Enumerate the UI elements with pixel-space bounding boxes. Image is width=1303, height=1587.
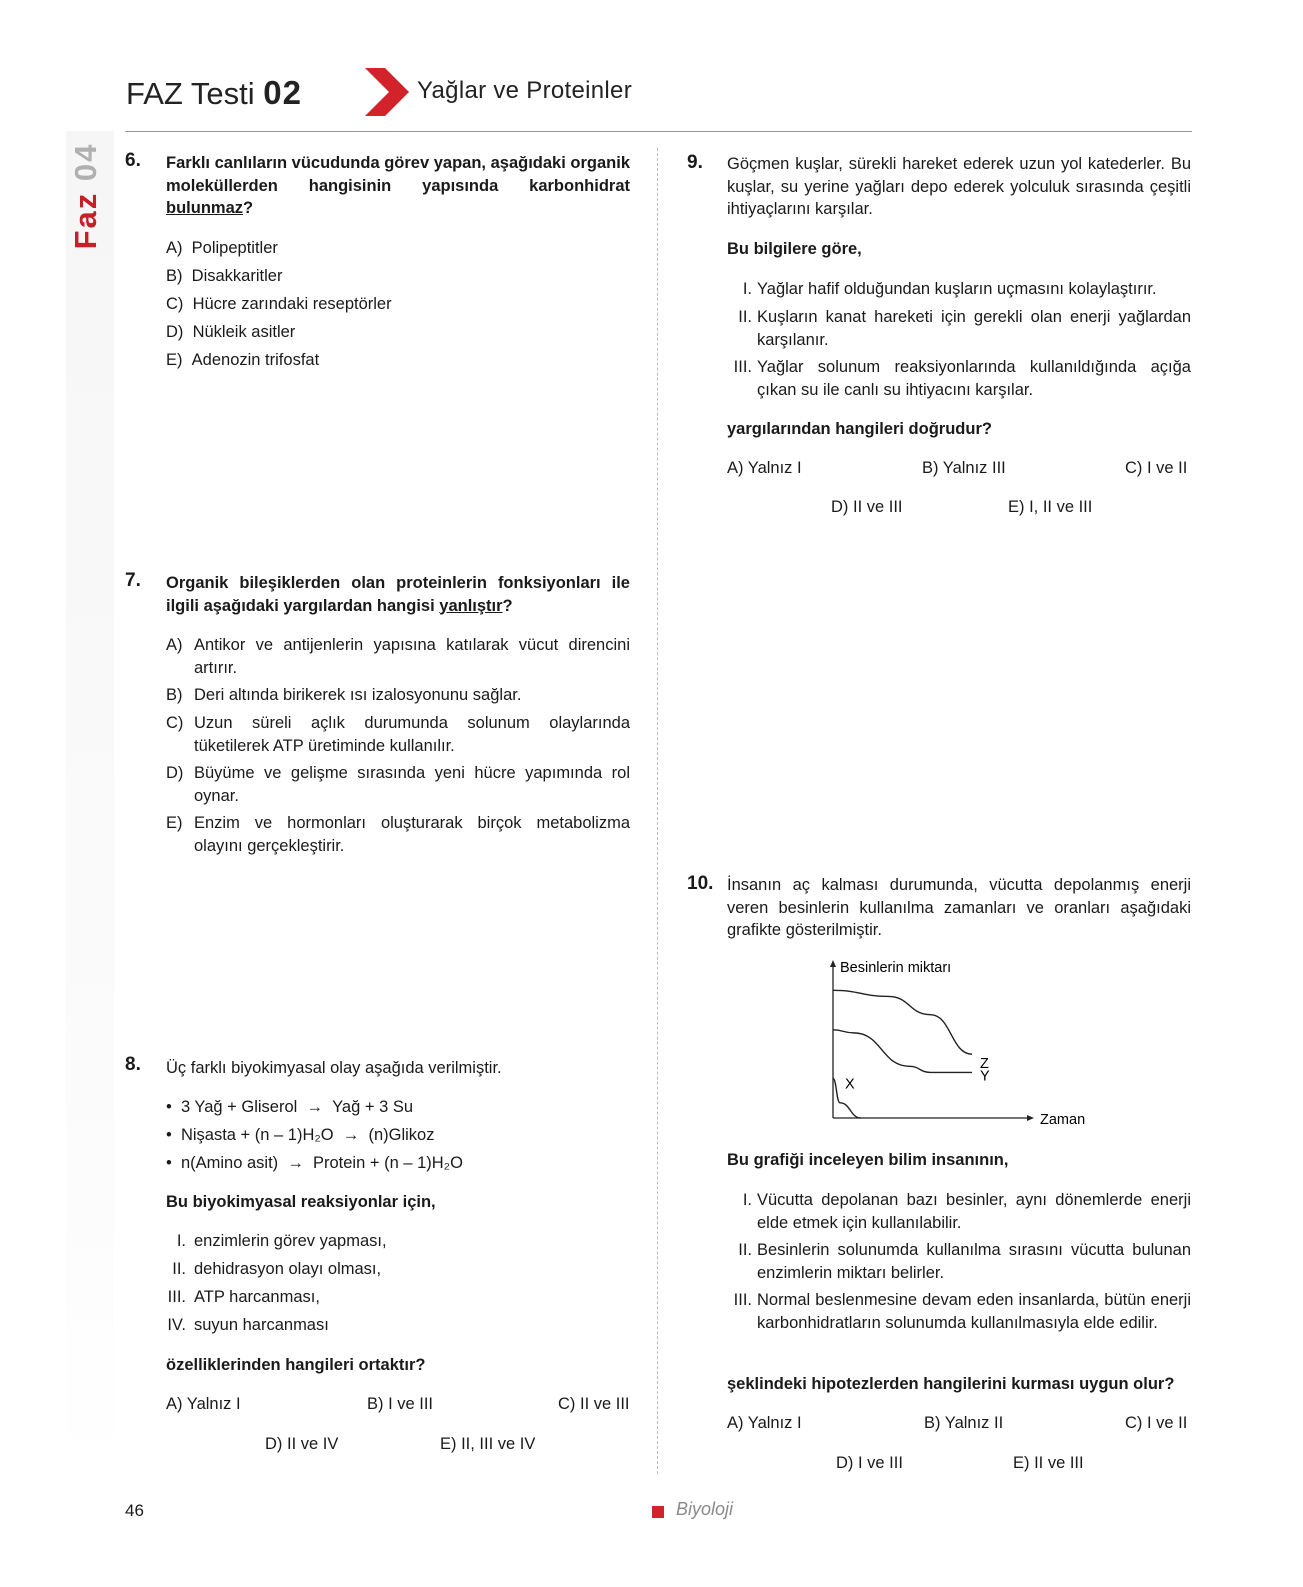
answer-option[interactable]: C) II ve III — [558, 1395, 630, 1413]
arrow-right-icon: → — [306, 1098, 323, 1116]
answer-option[interactable]: A) Antikor ve antijenlerin yapısına katılarak vücut direncini artırır. — [166, 636, 630, 677]
series-label-x: X — [845, 1076, 855, 1093]
question-number: 6. — [125, 150, 141, 171]
statement: I. Vücutta depolanan bazı besinler, aynı dönemlerde enerji elde etmek için kullanılabilir. — [742, 1191, 1191, 1232]
series-line-z — [833, 990, 972, 1054]
side-tab-number: 04 — [68, 142, 103, 182]
answer-option[interactable]: E) II, III ve IV — [440, 1435, 536, 1453]
emphasis-underline: bulunmaz — [166, 199, 243, 217]
question-stem: Üç farklı biyokimyasal olay aşağıda verilmiştir. — [166, 1059, 502, 1077]
statement: IV. suyun harcanması — [167, 1316, 329, 1334]
question-number: 10. — [687, 873, 714, 894]
answer-option[interactable]: D) I ve III — [836, 1454, 903, 1472]
question-number: 7. — [125, 570, 141, 591]
reaction-line: • Nişasta + (n – 1)H₂O → (n)Glikoz — [166, 1126, 435, 1144]
square-icon — [652, 1506, 664, 1518]
emphasis-underline: yanlıştır — [439, 596, 503, 615]
question-stem: Organik bileşiklerden olan proteinlerin fonksiyonları ile ilgili aşağıdaki yargılardan hangisi yanlıştır? — [166, 574, 630, 615]
answer-option[interactable]: E) Adenozin trifosfat — [166, 351, 320, 369]
statement: I. Yağlar hafif olduğundan kuşların uçmasını kolaylaştırır. — [742, 280, 1157, 298]
series-line-y — [833, 1030, 972, 1073]
statement: I. enzimlerin görev yapması, — [176, 1232, 387, 1250]
reaction-line: • 3 Yağ + Gliserol → Yağ + 3 Su — [166, 1098, 414, 1116]
answer-option[interactable]: E) II ve III — [1013, 1454, 1084, 1472]
answer-option[interactable]: C) I ve II — [1125, 1414, 1188, 1432]
answer-option[interactable]: A) Yalnız I — [727, 1414, 802, 1432]
answer-option[interactable]: E) Enzim ve hormonları oluşturarak birçok metabolizma olayını gerçekleştirir. — [166, 814, 630, 855]
arrow-right-icon: → — [287, 1154, 304, 1172]
reaction-line: • n(Amino asit) → Protein + (n – 1)H₂O — [166, 1154, 463, 1172]
subject-label: Biyoloji — [676, 1499, 734, 1519]
answer-option[interactable]: C) I ve II — [1125, 459, 1188, 477]
answer-option[interactable]: B) Yalnız III — [922, 459, 1006, 477]
side-tab-label — [68, 131, 108, 261]
axes — [830, 960, 1034, 1121]
topic-title: Yağlar ve Proteinler — [417, 77, 632, 104]
header-divider — [125, 131, 1192, 132]
statement: III. Normal beslenmesine devam eden insanlarda, bütün enerji karbonhidratların solunumda kullanılmasıyla elde edilir. — [733, 1291, 1191, 1332]
question-stem: İnsanın aç kalması durumunda, vücutta depolanmış enerji veren besinlerin kullanılma zamanları ve oranları aşağıdaki grafikte gösterilmiştir. — [727, 876, 1191, 939]
statement: III. Yağlar solunum reaksiyonlarında kullanıldığında açığa çıkan su ile canlı su ihtiyacını karşılar. — [733, 358, 1191, 399]
answer-option[interactable]: A) Yalnız I — [166, 1395, 241, 1413]
answer-option[interactable]: D) II ve IV — [265, 1435, 339, 1453]
question-text: özelliklerinden hangileri ortaktır? — [166, 1356, 426, 1374]
question-stem: Farklı canlıların vücudunda görev yapan, aşağıdaki organik moleküllerden hangisinin yapısında karbonhidrat bulunmaz? — [166, 154, 630, 217]
test-title: FAZ Testi 02 — [126, 74, 302, 111]
test-number: 02 — [263, 74, 302, 111]
answer-option[interactable]: E) I, II ve III — [1008, 498, 1093, 516]
question-lead: Bu bilgilere göre, — [727, 240, 862, 258]
series-label-y: Y — [980, 1068, 990, 1085]
chevron-right-icon — [365, 68, 409, 116]
answer-option[interactable]: B) Disakkaritler — [166, 267, 283, 285]
answer-option[interactable]: D) II ve III — [831, 498, 903, 516]
x-axis-arrow-icon — [1027, 1115, 1034, 1121]
question-stem: Göçmen kuşlar, sürekli hareket ederek uzun yol katederler. Bu kuşlar, su yerine yağları depo ederek yolculuk sırasında çeşitli ihtiyaçlarını karşılar. — [727, 155, 1191, 218]
answer-option[interactable]: A) Yalnız I — [727, 459, 802, 477]
answer-option[interactable]: C) Uzun süreli açlık durumunda solunum olaylarında tüketilerek ATP üretiminde kullanılır. — [166, 714, 630, 755]
x-axis-label: Zaman — [1040, 1112, 1086, 1128]
line-chart — [820, 958, 1100, 1133]
y-axis-arrow-icon — [830, 960, 836, 967]
answer-option[interactable]: B) I ve III — [367, 1395, 434, 1413]
y-axis-label: Besinlerin miktarı — [840, 960, 952, 976]
answer-option[interactable]: C) Hücre zarındaki reseptörler — [166, 295, 392, 313]
question-number: 9. — [687, 152, 703, 173]
series-label-z: Z — [980, 1056, 989, 1073]
answer-option[interactable]: A) Polipeptitler — [166, 239, 278, 257]
answer-option[interactable]: D) Nükleik asitler — [166, 323, 296, 341]
statement: III. ATP harcanması, — [167, 1288, 320, 1306]
answer-option[interactable]: B) Yalnız II — [924, 1414, 1004, 1432]
question-lead: Bu grafiği inceleyen bilim insanının, — [727, 1151, 1009, 1169]
statement: II. Besinlerin solunumda kullanılma sırasını vücutta bulunan enzimlerin miktarı belirler. — [738, 1241, 1191, 1282]
side-tab-brand: Faz — [68, 191, 103, 250]
question-lead: Bu biyokimyasal reaksiyonlar için, — [166, 1193, 436, 1211]
arrow-right-icon: → — [342, 1126, 360, 1144]
page-number: 46 — [125, 1501, 144, 1520]
column-divider — [657, 148, 658, 1474]
answer-option[interactable]: D) Büyüme ve gelişme sırasında yeni hücre yapımında rol oynar. — [166, 764, 630, 805]
answer-option[interactable]: B) Deri altında birikerek ısı izalosyonunu sağlar. — [166, 686, 522, 704]
statement: II. dehidrasyon olayı olması, — [172, 1260, 382, 1278]
question-text: yargılarından hangileri doğrudur? — [727, 420, 992, 438]
statement: II. Kuşların kanat hareketi için gerekli olan enerji yağlardan karşılanır. — [738, 308, 1191, 349]
side-strip — [66, 131, 114, 1481]
question-number: 8. — [125, 1054, 141, 1075]
question-text: şeklindeki hipotezlerden hangilerini kurması uygun olur? — [727, 1375, 1175, 1393]
